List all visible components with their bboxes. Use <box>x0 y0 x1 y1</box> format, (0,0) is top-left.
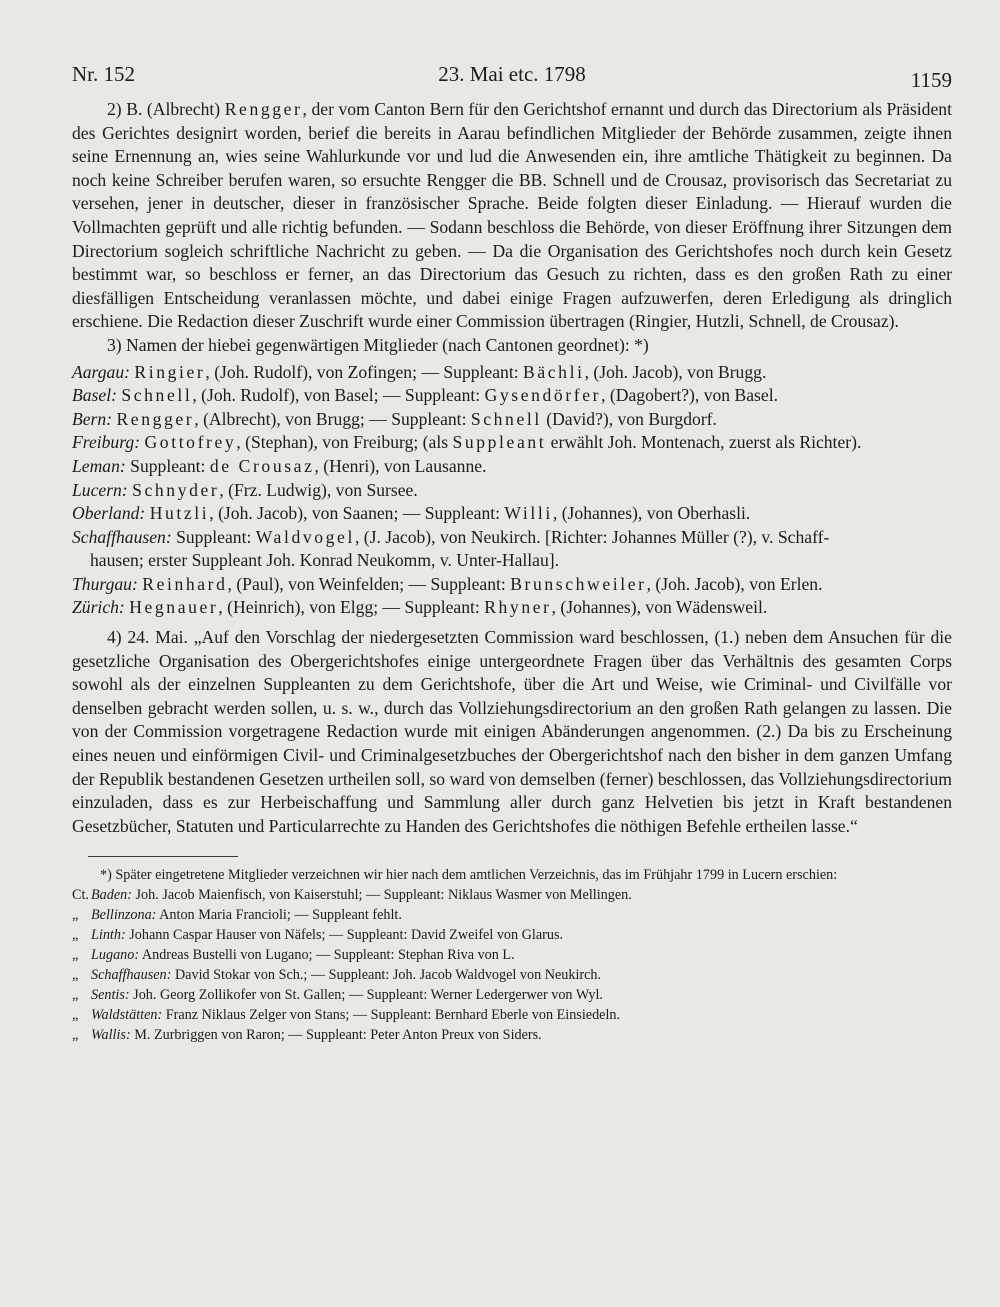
member-entry <box>72 431 952 455</box>
entry-text: , (Johannes), von Wädensweil. <box>551 597 768 618</box>
entry-text: (David?), von Burgdorf. <box>541 408 717 429</box>
canton-name: Bellinzona: <box>91 907 157 924</box>
canton-name: Waldstätten: <box>91 1007 163 1024</box>
entry-continuation: hausen; erster Suppleant Joh. Konrad Neukomm, v. Unter-Hallau]. <box>90 550 560 571</box>
paragraph-4: 4) 24. Mai. „Auf den Vorschlag der niedergesetzten Commission ward beschlossen, (1.) neben dem Ansuchen für die gesetzliche Organisation des Obergerichtshofes einige untergeordnete Fragen über das Verhältnis des gesamten Corps sowohl als der einzelnen Suppleanten zu dem Gerichtshofe, über die Art und Weise, wie Criminal- und Civilfälle vor denselben gebracht werden sollen, u. s. w., durch das Vollziehungsdirectorium an den großen Rath gelangen zu lassen. Die von der Commission vorgetragene Redaction wurde mit einigen Abänderungen angenommen. (2.) Da bis zu Erscheinung eines neuen und einförmigen Civil- und Criminalgesetzbuches der Obergerichtshof nach den bisher in dem ganzen Umfang der Republik bestandenen Gesetzen urtheilen soll, so ward von demselben (ferner) beschlossen, das Vollziehungsdirectorium einzuladen, dass es zur Herbeischaffung und Sammlung aller durch ganz Helvetien bis jetzt in Kraft bestandenen Gesetzbücher, Statuten und Particularrechte zu Handen des Gerichtshofes die nöthigen Befehle ertheilen lasse.“ <box>72 627 952 836</box>
member-entry <box>72 502 952 526</box>
ditto-mark: „ <box>72 1027 79 1044</box>
entry-text: , (Joh. Jacob), von Brugg. <box>584 361 767 382</box>
member-name: Hutzli <box>149 503 210 524</box>
suppleant-name: Waldvogel <box>255 526 355 547</box>
suppleant-name: Bächli <box>523 361 585 382</box>
entry-text: Suppleant: <box>171 526 256 547</box>
footnote-text: David Stokar von Sch.; — Suppleant: Joh. Jacob Waldvogel von Neukirch. <box>171 967 602 984</box>
entry-text: , (Joh. Rudolf), von Zofingen; — Suppleant: <box>205 361 524 382</box>
page-header <box>72 62 952 98</box>
ditto-mark: „ <box>72 967 79 984</box>
footnote-text: Joh. Jacob Maienfisch, von Kaiserstuhl; — Suppleant: Niklaus Wasmer von Mellingen. <box>131 887 632 904</box>
footnote-divider <box>88 856 238 857</box>
page-number: 1159 <box>910 68 952 92</box>
suppleant-name: Brunschweiler <box>510 573 647 594</box>
entry-text: , (Johannes), von Oberhasli. <box>552 503 751 524</box>
member-list <box>72 361 952 621</box>
entry-text: , (Joh. Jacob), von Saanen; — Suppleant: <box>209 503 505 524</box>
footnote-entry <box>72 925 952 945</box>
entry-text: , (Joh. Jacob), von Erlen. <box>646 573 823 594</box>
member-name: Rengger <box>116 408 195 429</box>
p2-name: Rengger <box>224 99 303 119</box>
entry-text: erwählt Joh. Montenach, zuerst als Richter). <box>546 432 862 453</box>
canton-name: Lucern: <box>72 479 128 500</box>
canton-name: Bern: <box>72 408 113 429</box>
member-entry <box>72 361 952 385</box>
document-number: Nr. 152 <box>72 62 135 86</box>
p2-rest: , der vom Canton Bern für den Gerichtshof ernannt und durch das Directorium als Präsident des Gerichtes designirt worden, berief die bereits in Aarau befindlichen Mitglieder der Behörde zusammen, zeigte ihnen seine Ernennung an, wies seine Wahlurkunde vor und lud die Anwesenden ein, ihre amtliche Thätigkeit zu beginnen. Da noch keine Schreiber berufen waren, so ersuchte Rengger die BB. Schnell und de Crousaz, provisorisch das Secretariat zu versehen, jener in deutscher, dieser in französischer Sprache. Beide folgten dieser Einladung. — Hierauf wurden die Vollmachten geprüft und alle richtig befunden. — Sodann beschloss die Behörde, von dieser Eröffnung ihrer Sitzungen dem Directorium sogleich schriftliche Nachricht zu geben. — Da die Organisation des Gerichtshofes noch durch kein Gesetz bestimmt war, so beschloss er ferner, an das Directorium das Gesuch zu richten, dass es den großen Rath zu einer diesfälligen Entscheidung veranlassen möchte, und dabei einige Fragen aufzuwerfen, deren Erledigung als dringlich erschiene. Die Redaction dieser Zuschrift wurde einer Commission übertragen (Ringier, Hutzli, Schnell, de Crousaz). <box>72 99 952 332</box>
member-entry <box>72 573 952 597</box>
member-name: de Crousaz <box>209 455 315 476</box>
canton-name: Zürich: <box>72 597 125 618</box>
footnote-text: M. Zurbriggen von Raron; — Suppleant: Peter Anton Preux von Siders. <box>130 1027 542 1044</box>
member-name: Reinhard <box>142 573 228 594</box>
entry-text: , (Dagobert?), von Basel. <box>601 385 778 406</box>
footnote-text: Anton Maria Francioli; — Suppleant fehlt. <box>156 907 402 924</box>
footnote-entry <box>72 885 952 905</box>
canton-name: Lugano: <box>91 947 140 964</box>
canton-name: Basel: <box>72 385 117 406</box>
canton-name: Oberland: <box>72 503 146 524</box>
footnote-text: Johann Caspar Hauser von Näfels; — Suppleant: David Zweifel von Glarus. <box>125 927 564 944</box>
suppleant-name: Suppleant <box>452 432 547 453</box>
member-name: Gottofrey <box>144 432 237 453</box>
member-name: Schnell <box>121 385 193 406</box>
footnote-prefix: Ct. <box>72 887 89 904</box>
page-body <box>72 98 952 1045</box>
member-name: Ringier <box>134 361 206 382</box>
paragraph-2 <box>72 98 952 334</box>
entry-text: Suppleant: <box>125 455 210 476</box>
footnote-entry <box>72 945 952 965</box>
canton-name: Sentis: <box>91 987 130 1004</box>
entry-text: , (Joh. Rudolf), von Basel; — Suppleant: <box>192 385 485 406</box>
suppleant-name: Willi <box>504 503 553 524</box>
canton-name: Leman: <box>72 455 126 476</box>
footnote-entry <box>72 1005 952 1025</box>
canton-name: Aargau: <box>72 361 130 382</box>
entry-text: , (Frz. Ludwig), von Sursee. <box>219 479 418 500</box>
suppleant-name: Rhyner <box>484 597 552 618</box>
entry-text: , (Stephan), von Freiburg; (als <box>236 432 453 453</box>
canton-name: Schaffhausen: <box>72 526 172 547</box>
footnote-entry <box>72 1025 952 1045</box>
canton-name: Schaffhausen: <box>91 967 172 984</box>
canton-name: Baden: <box>91 887 132 904</box>
member-entry <box>72 479 952 503</box>
ditto-mark: „ <box>72 987 79 1004</box>
footnote-entry <box>72 985 952 1005</box>
entry-text: , (Albrecht), von Brugg; — Suppleant: <box>194 408 471 429</box>
header-date: 23. Mai etc. 1798 <box>438 62 586 86</box>
footnote-text: Andreas Bustelli von Lugano; — Suppleant: Stephan Riva von L. <box>139 947 515 964</box>
canton-name: Wallis: <box>91 1027 131 1044</box>
member-entry <box>72 596 952 620</box>
member-name: Schnyder <box>132 479 220 500</box>
footnote-entry <box>72 965 952 985</box>
entry-text: , (Henri), von Lausanne. <box>314 455 487 476</box>
ditto-mark: „ <box>72 1007 79 1024</box>
suppleant-name: Gysendörfer <box>484 385 602 406</box>
footnote-text: Franz Niklaus Zelger von Stans; — Suppleant: Bernhard Eberle von Einsiedeln. <box>162 1007 621 1024</box>
paragraph-3: 3) Namen der hiebei gegenwärtigen Mitglieder (nach Cantonen geordnet): *) <box>107 334 649 355</box>
member-entry <box>72 384 952 408</box>
canton-name: Thurgau: <box>72 573 138 594</box>
ditto-mark: „ <box>72 907 79 924</box>
footnote-text: Joh. Georg Zollikofer von St. Gallen; — Suppleant: Werner Ledergerwer von Wyl. <box>129 987 603 1004</box>
footnote <box>72 865 952 1045</box>
member-entry-schaffhausen <box>72 526 952 573</box>
p2-start: 2) B. (Albrecht) <box>107 99 225 119</box>
ditto-mark: „ <box>72 927 79 944</box>
entry-text: , (J. Jacob), von Neukirch. [Richter: Johannes Müller (?), v. Schaff- <box>354 526 830 547</box>
footnote-entry <box>72 905 952 925</box>
member-entry <box>72 408 952 432</box>
suppleant-name: Schnell <box>470 408 542 429</box>
canton-name: Linth: <box>91 927 126 944</box>
member-name: Hegnauer <box>129 597 219 618</box>
canton-name: Freiburg: <box>72 432 141 453</box>
entry-text: , (Heinrich), von Elgg; — Suppleant: <box>218 597 485 618</box>
member-entry <box>72 455 952 479</box>
footnote-intro: *) Später eingetretene Mitglieder verzeichnen wir hier nach dem amtlichen Verzeichnis, das im Frühjahr 1799 in Lucern erschien: <box>100 867 838 884</box>
entry-text: , (Paul), von Weinfelden; — Suppleant: <box>227 573 511 594</box>
ditto-mark: „ <box>72 947 79 964</box>
